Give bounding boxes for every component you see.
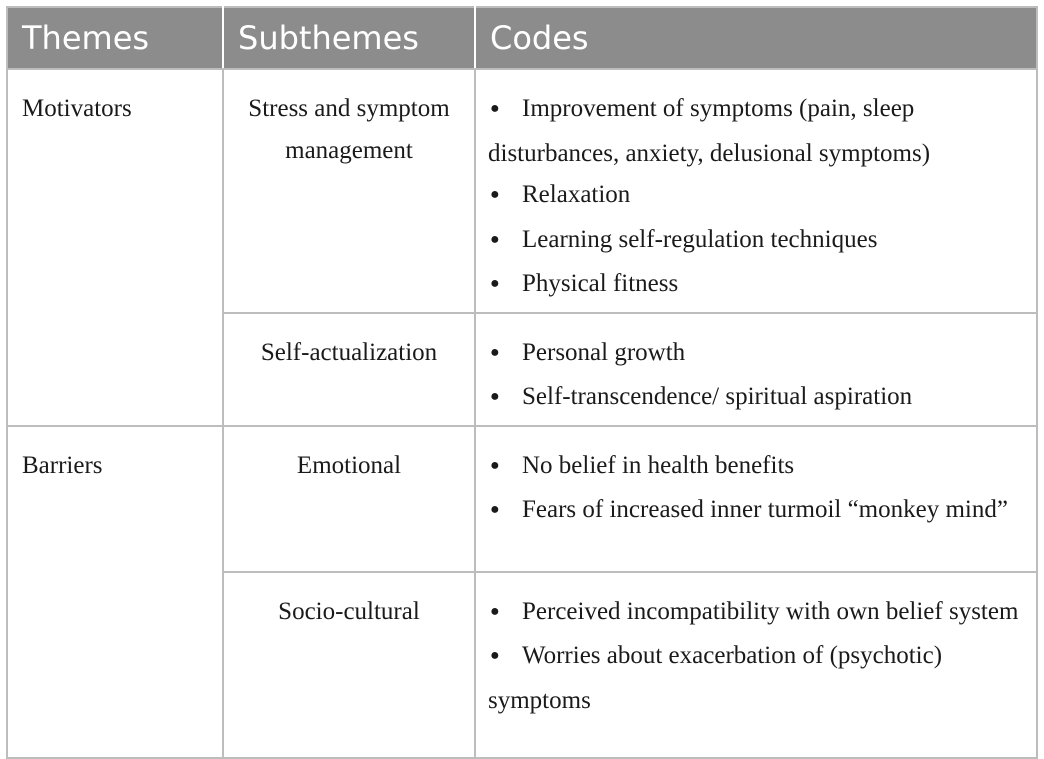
- code-item: [488, 591, 1022, 636]
- code-item: [488, 489, 1022, 534]
- code-item: [488, 174, 1022, 219]
- theme-cell-barriers: Barriers: [7, 426, 223, 758]
- code-text: Physical fitness: [522, 270, 679, 297]
- theme-cell-motivators: Motivators: [7, 69, 223, 426]
- code-text: Worries about exacerbation of (psychotic) symptoms: [488, 642, 943, 714]
- code-text: Perceived incompatibility with own belief system: [522, 597, 1019, 625]
- code-text: Self-transcendence/ spiritual aspiration: [522, 383, 913, 410]
- code-item: [488, 263, 1022, 308]
- header-subthemes: Subthemes: [223, 7, 475, 69]
- code-item: [488, 635, 1022, 721]
- codes-list: [488, 88, 1022, 308]
- codes-cell: [475, 426, 1037, 572]
- codes-list: [488, 445, 1022, 534]
- subtheme-cell: Stress and symptom management: [223, 69, 475, 313]
- code-item: [488, 376, 1022, 421]
- bullet-icon: [488, 88, 522, 133]
- code-item: [488, 332, 1022, 377]
- code-text: Learning self-regulation techniques: [522, 225, 878, 253]
- table-row: [7, 69, 1037, 313]
- codes-list: [488, 332, 1022, 421]
- code-item: [488, 219, 1022, 264]
- subtheme-cell: Emotional: [223, 426, 475, 572]
- bullet-icon: [488, 489, 522, 534]
- bullet-icon: [488, 219, 522, 264]
- header-themes: Themes: [7, 7, 223, 69]
- subtheme-cell: Socio-cultural: [223, 572, 475, 758]
- bullet-icon: [488, 332, 522, 377]
- bullet-icon: [488, 376, 522, 421]
- code-text: Fears of increased inner turmoil “monkey mind”: [522, 496, 1008, 523]
- code-item: [488, 88, 1022, 174]
- header-row: [7, 7, 1037, 69]
- themes-table: [6, 6, 1038, 759]
- code-text: Personal growth: [522, 338, 686, 366]
- code-item: [488, 445, 1022, 490]
- code-text: Relaxation: [522, 181, 631, 208]
- bullet-icon: [488, 263, 522, 308]
- bullet-icon: [488, 591, 522, 636]
- subtheme-cell: Self-actualization: [223, 313, 475, 426]
- code-text: Improvement of symptoms (pain, sleep disturbances, anxiety, delusional symptoms): [488, 95, 931, 167]
- bullet-icon: [488, 635, 522, 680]
- code-text: No belief in health benefits: [522, 451, 795, 479]
- codes-cell: [475, 313, 1037, 426]
- codes-list: [488, 591, 1022, 722]
- bullet-icon: [488, 174, 522, 219]
- table-row: [7, 426, 1037, 572]
- codes-cell: [475, 69, 1037, 313]
- header-codes: Codes: [475, 7, 1037, 69]
- codes-cell: [475, 572, 1037, 758]
- bullet-icon: [488, 445, 522, 490]
